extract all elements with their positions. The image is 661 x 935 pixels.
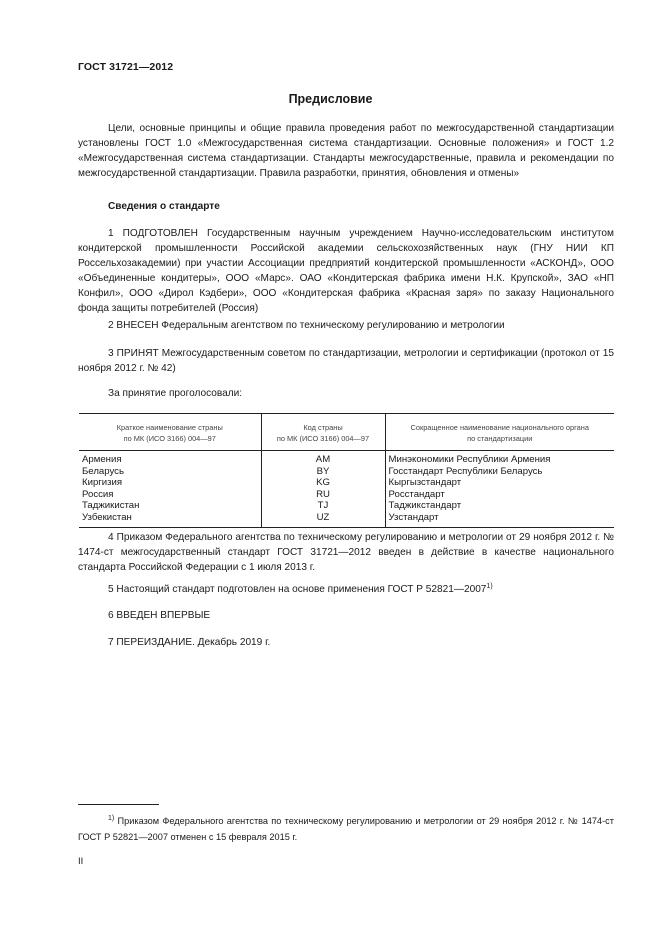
item-4-paragraph: [78, 530, 614, 575]
country-cell: Россия: [82, 488, 114, 500]
footnote-text: Приказом Федерального агентства по техническому регулированию и метрологии от 29 ноября 2012 г. № 1474-ст ГОСТ Р 52821—2007 отменен с 15 февраля 2015 г.: [78, 816, 614, 842]
info-heading: Сведения о стандарте: [108, 201, 220, 212]
code-cell: BY: [261, 466, 385, 478]
country-cell: Киргизия: [82, 477, 123, 489]
votes-table: [79, 413, 614, 528]
table-row: [79, 477, 614, 489]
footnote: [78, 813, 614, 845]
country-cell: Беларусь: [82, 465, 124, 477]
code-cell: KG: [261, 477, 385, 489]
page-number: II: [78, 856, 84, 867]
table-header-row: [79, 414, 614, 451]
item-2-text: 2 ВНЕСЕН Федеральным агентством по техническому регулированию и метрологии: [108, 320, 505, 331]
table-row: [79, 489, 614, 501]
item-5-text: 5 Настоящий стандарт подготовлен на основе применения ГОСТ Р 52821—2007: [108, 584, 487, 595]
item-1-paragraph: [78, 226, 614, 316]
item-6-text: 6 ВВЕДЕН ВПЕРВЫЕ: [108, 610, 211, 621]
header-code-line2: по МК (ИСО 3166) 004—97: [276, 434, 370, 443]
code-cell: UZ: [261, 512, 385, 527]
body-cell: Кыргызстандарт: [385, 477, 614, 489]
header-body-line2: по стандартизации: [467, 434, 533, 443]
page-title: Предисловие: [288, 92, 373, 106]
item-5-footnote-ref[interactable]: 1): [486, 583, 493, 590]
item-4-text: 4 Приказом Федерального агентства по техническому регулированию и метрологии от 29 ноября 2012 г. № 1474-ст межгосударственный стандарт ГОСТ 31721—2012 введен в действие в качестве национального стандарта Российской Федерации с 1 июля 2013 г.: [78, 532, 614, 573]
document-code-header: ГОСТ 31721—2012: [78, 61, 174, 73]
country-cell: Узбекистан: [79, 512, 261, 527]
body-cell: Госстандарт Республики Беларусь: [385, 466, 614, 478]
table-row: [79, 500, 614, 512]
country-cell: Таджикистан: [82, 500, 140, 512]
table-row: [79, 466, 614, 478]
header-code: [261, 414, 385, 451]
body-cell: Узстандарт: [385, 512, 614, 527]
code-cell: TJ: [261, 500, 385, 512]
item-1-text: 1 ПОДГОТОВЛЕН Государственным научным учреждением Научно-исследовательским институтом кондитерской промышленности Российской академии сельскохозяйственных наук (ГНУ НИИ КП Россельхозакадемии) при участии Ассоциации предприятий кондитерской промышленности «АСКОНД», ООО «Объединенные кондитеры», ООО «Марс». ОАО «Кондитерская фабрика имени Н.К. Крупской», ЗАО «НП Конфил», ООО «Дирол Кэдбери», ООО «Кондитерская фабрика «Красная заря» по заказу Национального фонда защиты потребителей (Россия): [78, 228, 614, 314]
code-cell: RU: [261, 489, 385, 501]
footnote-divider: [78, 804, 159, 805]
header-body-line1: Сокращенное наименование национального органа: [410, 423, 589, 432]
item-3-paragraph: [78, 346, 614, 376]
header-country-line2: по МК (ИСО 3166) 004—97: [123, 434, 216, 443]
footnote-paragraph: [78, 813, 614, 845]
item-3-text: 3 ПРИНЯТ Межгосударственным советом по стандартизации, метрологии и сертификации (протокол от 15 ноября 2012 г. № 42): [78, 348, 614, 374]
intro-text: Цели, основные принципы и общие правила проведения работ по межгосударственной стандартизации установлены ГОСТ 1.0 «Межгосударственная система стандартизации. Основные положения» и ГОСТ 1.2 «Межгосударственная система стандартизации. Стандарты межгосударственные, правила и рекомендации по межгосударственной стандартизации. Правила разработки, принятия, обновления и отмены»: [78, 123, 614, 179]
intro-paragraph: [78, 121, 614, 181]
header-body: [385, 414, 614, 451]
country-cell: Армения: [82, 454, 122, 465]
item-5-line: [108, 584, 493, 595]
item-7-text: 7 ПЕРЕИЗДАНИЕ. Декабрь 2019 г.: [108, 637, 271, 648]
votes-label: За принятие проголосовали:: [108, 388, 243, 399]
header-country-line1: Краткое наименование страны: [116, 423, 223, 432]
table-row: [79, 451, 614, 466]
footnote-mark: 1): [108, 815, 115, 822]
code-cell: AM: [261, 451, 385, 466]
body-cell: Росстандарт: [385, 489, 614, 501]
body-cell: Минэкономики Республики Армения: [385, 451, 614, 466]
header-country: [79, 414, 261, 451]
body-cell: Таджикстандарт: [385, 500, 614, 512]
table-row: [79, 512, 614, 527]
header-code-line1: Код страны: [303, 423, 343, 432]
